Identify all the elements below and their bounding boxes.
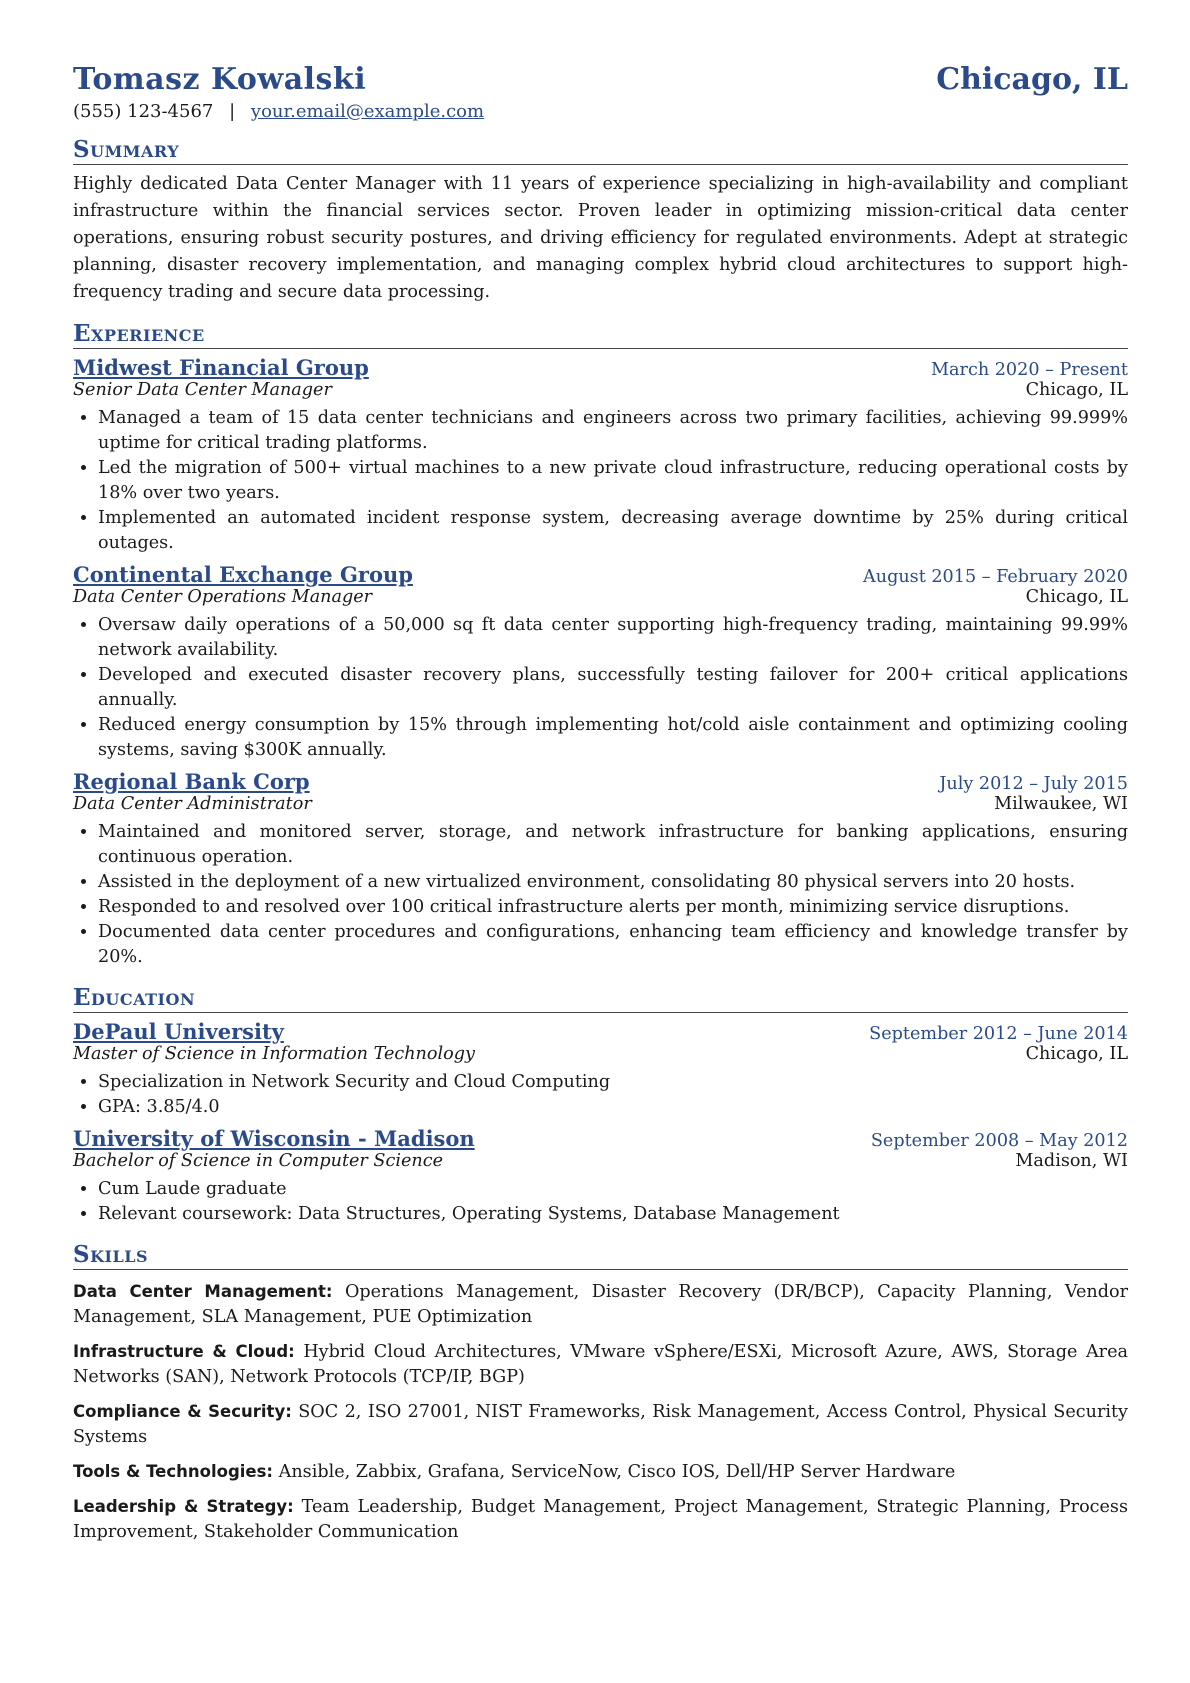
entry-location: Chicago, IL (1025, 380, 1128, 400)
phone-number: (555) 123-4567 (73, 101, 214, 122)
entry-dates: July 2012 – July 2015 (939, 774, 1128, 794)
bullet-list (73, 613, 1128, 763)
skill-line (73, 1279, 1128, 1330)
bullet-item: • Developed and executed disaster recovery plans, successfully testing failover for 200+ critical applications annually. (98, 663, 1128, 713)
job-title: Data Center Administrator (73, 794, 312, 814)
bullet-item: • Implemented an automated incident response system, decreasing average downtime by 25% during critical outages. (98, 506, 1128, 556)
bullet-item: • Specialization in Network Security and Cloud Computing (98, 1070, 1128, 1095)
entry-dates: September 2012 – June 2014 (869, 1024, 1128, 1044)
entry-location: Chicago, IL (1025, 1044, 1128, 1064)
skill-category: Leadership & Strategy: (73, 1497, 294, 1516)
email-link[interactable]: your.email@example.com (250, 101, 485, 122)
bullet-item: • Oversaw daily operations of a 50,000 sq ft data center supporting high-frequency trading, maintaining 99.99% network availability. (98, 613, 1128, 663)
entry-dates: August 2015 – February 2020 (863, 567, 1128, 587)
skill-category: Tools & Technologies: (73, 1462, 274, 1481)
bullet-item: • Maintained and monitored server, storage, and network infrastructure for banking applications, ensuring continuous operation. (98, 820, 1128, 870)
resume-page (73, 62, 1128, 1545)
skill-line (73, 1339, 1128, 1390)
skill-values: Hybrid Cloud Architectures, VMware vSphere/ESXi, Microsoft Azure, AWS, Storage Area Networks (SAN), Network Protocols (TCP/IP, BGP) (73, 1342, 1128, 1387)
section-title-summary: Summary (73, 136, 1128, 165)
school-link[interactable]: DePaul University (73, 1019, 284, 1044)
school-link[interactable]: University of Wisconsin - Madison (73, 1126, 475, 1151)
bullet-item: • Relevant coursework: Data Structures, Operating Systems, Database Management (98, 1202, 1128, 1227)
entry-dates: March 2020 – Present (931, 360, 1128, 380)
section-title-experience: Experience (73, 320, 1128, 349)
resume-header (73, 62, 1128, 97)
experience-section (73, 320, 1128, 970)
employer-link[interactable]: Regional Bank Corp (73, 769, 310, 794)
skill-values: SOC 2, ISO 27001, NIST Frameworks, Risk Management, Access Control, Physical Security Systems (73, 1402, 1128, 1447)
bullet-list (73, 820, 1128, 970)
bullet-item: • Managed a team of 15 data center technicians and engineers across two primary facilities, achieving 99.999% uptime for critical trading platforms. (98, 406, 1128, 456)
experience-entry (73, 769, 1128, 970)
skill-line (73, 1459, 1128, 1485)
skill-line (73, 1494, 1128, 1545)
contact-separator: | (229, 101, 236, 122)
job-title: Data Center Operations Manager (73, 587, 373, 607)
skill-values: Operations Management, Disaster Recovery (DR/BCP), Capacity Planning, Vendor Management, SLA Management, PUE Optimization (73, 1282, 1129, 1327)
bullet-item: • Documented data center procedures and configurations, enhancing team efficiency and knowledge transfer by 20%. (98, 920, 1128, 970)
employer-link[interactable]: Midwest Financial Group (73, 355, 369, 380)
bullet-list (73, 406, 1128, 556)
degree: Bachelor of Science in Computer Science (73, 1151, 443, 1171)
employer-link[interactable]: Continental Exchange Group (73, 562, 413, 587)
bullet-item: • Led the migration of 500+ virtual machines to a new private cloud infrastructure, reducing operational costs by 18% over two years. (98, 456, 1128, 506)
skill-values: Team Leadership, Budget Management, Project Management, Strategic Planning, Process Improvement, Stakeholder Communication (73, 1497, 1128, 1542)
skill-line (73, 1399, 1128, 1450)
candidate-location: Chicago, IL (936, 62, 1128, 97)
bullet-item: • Assisted in the deployment of a new virtualized environment, consolidating 80 physical servers into 20 hosts. (98, 870, 1128, 895)
skill-category: Data Center Management: (73, 1282, 333, 1301)
contact-line (73, 101, 1128, 122)
entry-location: Milwaukee, WI (994, 794, 1128, 814)
skills-section (73, 1241, 1128, 1545)
candidate-name: Tomasz Kowalski (73, 62, 367, 97)
bullet-list (73, 1070, 1128, 1120)
job-title: Senior Data Center Manager (73, 380, 332, 400)
bullet-item: • Responded to and resolved over 100 critical infrastructure alerts per month, minimizing service disruptions. (98, 895, 1128, 920)
entry-location: Madison, WI (1015, 1151, 1128, 1171)
bullet-item: • Cum Laude graduate (98, 1177, 1128, 1202)
skill-values: Ansible, Zabbix, Grafana, ServiceNow, Cisco IOS, Dell/HP Server Hardware (278, 1462, 956, 1482)
section-title-education: Education (73, 984, 1128, 1013)
bullet-item: • Reduced energy consumption by 15% through implementing hot/cold aisle containment and optimizing cooling systems, saving $300K annually. (98, 713, 1128, 763)
experience-entry (73, 355, 1128, 556)
bullet-list (73, 1177, 1128, 1227)
degree: Master of Science in Information Technology (73, 1044, 475, 1064)
section-title-skills: Skills (73, 1241, 1128, 1270)
skill-category: Infrastructure & Cloud: (73, 1342, 295, 1361)
education-entry (73, 1019, 1128, 1120)
entry-dates: September 2008 – May 2012 (870, 1131, 1128, 1151)
entry-location: Chicago, IL (1025, 587, 1128, 607)
education-entry (73, 1126, 1128, 1227)
bullet-item: • GPA: 3.85/4.0 (98, 1095, 1128, 1120)
summary-section (73, 136, 1128, 306)
experience-entry (73, 562, 1128, 763)
summary-text: Highly dedicated Data Center Manager with 11 years of experience specializing in high-availability and compliant infrastructure within the financial services sector. Proven leader in optimizing mission-critical data center operations, ensuring robust security postures, and driving efficiency for regulated environments. Adept at strategic planning, disaster recovery implementation, and managing complex hybrid cloud architectures to support high-frequency trading and secure data processing. (73, 174, 1128, 302)
skill-category: Compliance & Security: (73, 1402, 292, 1421)
education-section (73, 984, 1128, 1227)
